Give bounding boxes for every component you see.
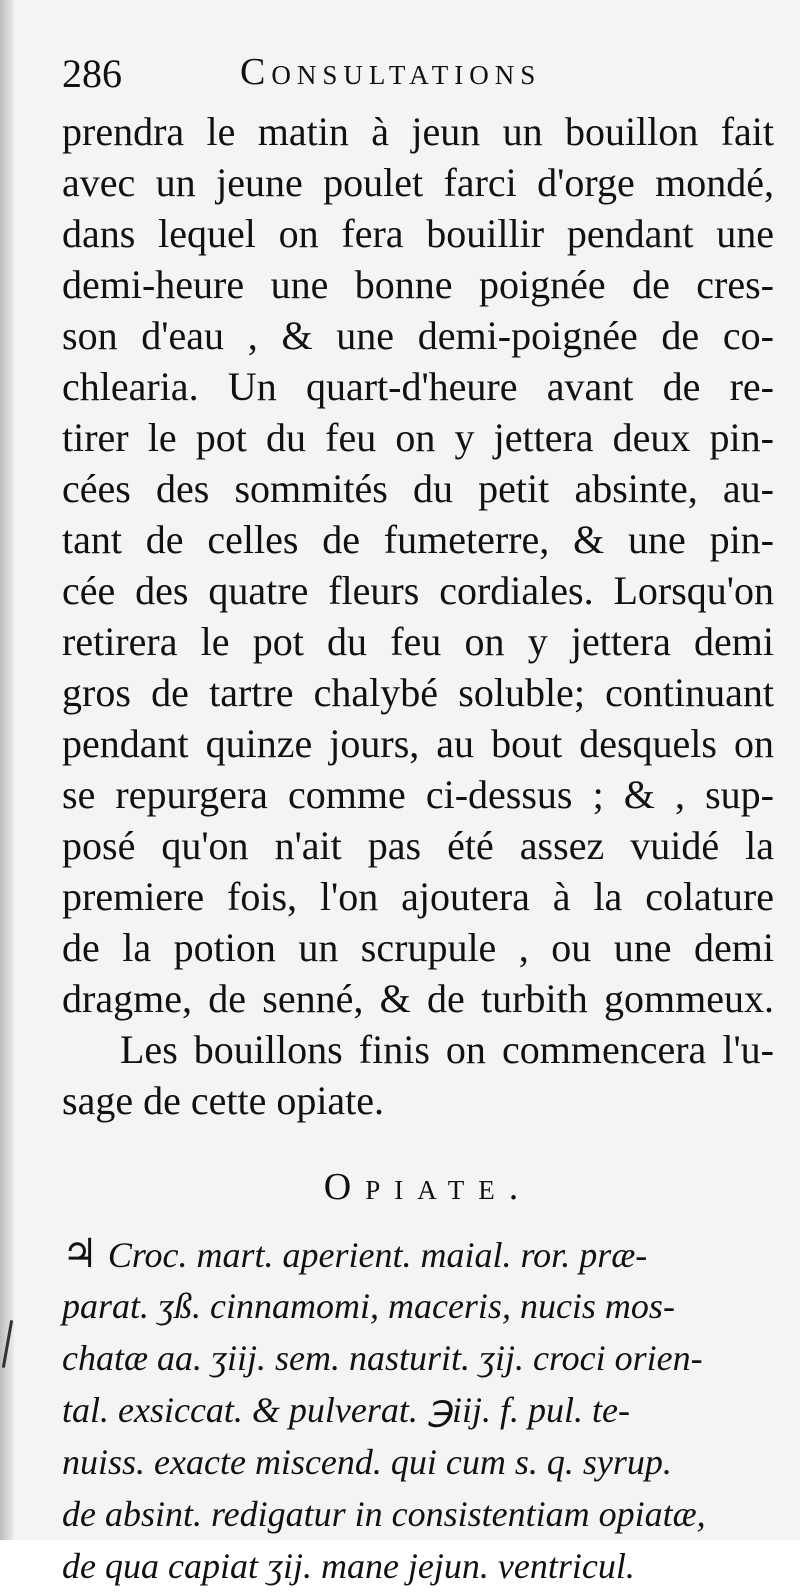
text-line: premiere fois, l'on ajoutera à la colature [62,874,774,919]
recipe-line: de absint. redigatur in consistentiam opiatæ, [62,1494,706,1534]
text-line: sage de cette opiate. [62,1078,385,1123]
text-line: tant de celles de fumeterre, & une pin- [62,517,774,562]
text-line: son d'eau , & une demi-poignée de co- [62,313,774,358]
text-line: demi-heure une bonne poignée de cres- [62,262,774,307]
text-line: cée des quatre fleurs cordiales. Lorsqu'on [62,568,774,613]
recipe-line: de qua capiat ʒij. mane jejun. ventricul. [62,1546,635,1586]
text-line: avec un jeune poulet farci d'orge mondé, [62,160,774,205]
text-line: dragme, de senné, & de turbith gommeux. [62,976,774,1021]
text-line: prendra le matin à jeun un bouillon fait [62,109,774,154]
recipe-line [62,1228,774,1280]
text-line: chlearia. Un quart-d'heure avant de re- [62,364,774,409]
recipe-line: chatæ aa. ʒiij. sem. nasturit. ʒij. croci orien- [62,1338,703,1378]
recipe-line-text: Croc. mart. aperient. maial. ror. præ- [107,1235,648,1275]
recipe-block [62,1228,774,1592]
paragraph-bouillons [62,1024,774,1126]
text-line: de la potion un scrupule , ou une demi [62,925,774,970]
margin-mark [2,1320,13,1368]
section-heading: Opiate. [323,1166,533,1208]
recipe-line: nuiss. exacte miscend. qui cum s. q. syrup. [62,1442,672,1482]
text-line: posé qu'on n'ait pas été assez vuidé la [62,823,774,868]
text-line: retirera le pot du feu on y jettera demi [62,619,774,664]
page-number: 286 [62,51,122,96]
running-head [62,40,774,106]
text-line: cées des sommités du petit absinte, au- [62,466,774,511]
text-block [62,40,774,1592]
text-line: gros de tartre chalybé soluble; continuant [62,670,774,715]
text-line: tirer le pot du feu on y jettera deux pin- [62,415,774,460]
recipe-line: parat. ʒß. cinnamomi, maceris, nucis mos- [62,1286,675,1326]
recipe-line: tal. exsiccat. & pulverat. ℈iij. f. pul. te- [62,1390,631,1430]
text-line: dans lequel on fera bouillir pendant une [62,211,774,256]
paragraph-continued [62,106,774,1024]
running-title: Consultations [240,51,542,93]
text-line: Les bouillons finis on commencera l'u- [120,1027,774,1072]
jupiter-symbol-icon: ♃ [62,1231,98,1276]
text-line: se repurgera comme ci-dessus ; & , sup- [62,772,774,817]
text-line: pendant quinze jours, au bout desquels on [62,721,774,766]
